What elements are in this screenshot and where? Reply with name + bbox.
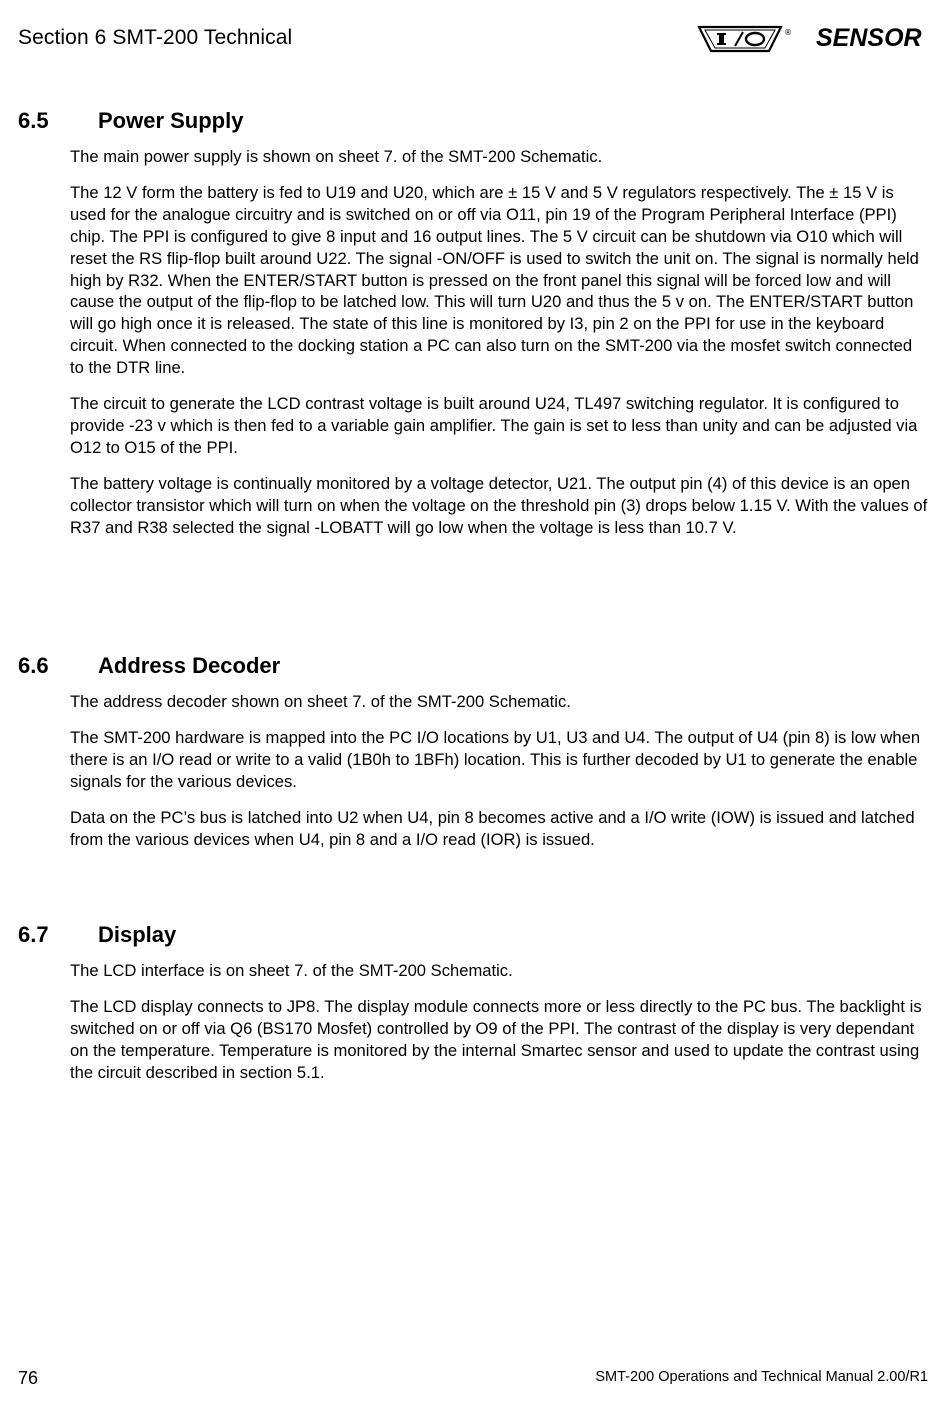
- paragraph: Data on the PC’s bus is latched into U2 when U4, pin 8 becomes active and a I/O write (IOW) is issued and latched from the various devices when U4, pin 8 and a I/O read (IOR) is issued.: [70, 807, 915, 849]
- section-body: [70, 146, 930, 553]
- section-title: Address Decoder: [98, 653, 281, 678]
- paragraph: The battery voltage is continually monitored by a voltage detector, U21. The output pin (4) of this device is an open collector transistor which will turn on when the voltage on the threshold pin (3) drops below 1.15 V. With the values of R37 and R38 selected the signal -LOBATT will go low when the voltage is less than 10.7 V.: [70, 473, 928, 537]
- paragraph: The address decoder shown on sheet 7. of the SMT-200 Schematic.: [70, 692, 571, 711]
- registered-mark: ®: [784, 28, 792, 37]
- paragraph: The circuit to generate the LCD contrast voltage is built around U24, TL497 switching regulator. It is configured to provide -23 v which is then fed to a variable gain amplifier. The gain is set to less than unity and can be adjusted via O12 to O15 of the PPI.: [70, 394, 918, 457]
- manual-title: SMT-200 Operations and Technical Manual 2.00/R1: [595, 1369, 928, 1385]
- section-body: [70, 691, 930, 864]
- brand-name: SENSOR: [816, 24, 922, 52]
- section-title: Display: [98, 922, 177, 947]
- section-number: 6.7: [18, 922, 49, 947]
- paragraph: The LCD display connects to JP8. The display module connects more or less directly to the PC bus. The backlight is switched on or off via Q6 (BS170 Mosfet) controlled by O9 of the PPI. The contrast of the display is very dependant on the temperature. Temperature is monitored by the internal Smartec sensor and used to update the contrast using the circuit described in section 5.1.: [70, 996, 922, 1082]
- section-title: Power Supply: [98, 108, 244, 133]
- paragraph: The SMT-200 hardware is mapped into the PC I/O locations by U1, U3 and U4. The output of U4 (pin 8) is low when there is an I/O read or write to a valid (1B0h to 1BFh) location. This is further decoded by U1 to generate the enable signals for the various devices.: [70, 727, 921, 791]
- section-number: 6.5: [18, 108, 49, 133]
- section-number: 6.6: [18, 653, 49, 678]
- section-body: [70, 960, 930, 1098]
- paragraph: The main power supply is shown on sheet 7. of the SMT-200 Schematic.: [70, 147, 603, 166]
- io-logo-icon: [697, 24, 793, 54]
- page-number: 76: [18, 1368, 39, 1388]
- header-title: Section 6 SMT-200 Technical: [18, 26, 293, 49]
- paragraph: The LCD interface is on sheet 7. of the SMT-200 Schematic.: [70, 961, 513, 980]
- paragraph: The 12 V form the battery is fed to U19 and U20, which are ± 15 V and 5 V regulators respectively. The ± 15 V is used for the analogue circuitry and is switched on or off via O11, pin 19 of the Program Peripheral Interface (PPI) chip. The PPI is configured to give 8 input and 16 output lines. The 5 V circuit can be shutdown via O10 which will reset the RS flip-flop built around U22. The signal -ON/OFF is used to switch the unit on. The signal is normally held high by R32. When the ENTER/START button is pressed on the front panel this signal will be forced low and will cause the output of the flip-flop to be latched low. This will turn U20 and thus the 5 v on. The ENTER/START button will go high once it is released. The state of this line is monitored by I3, pin 2 on the PPI for use in the keyboard circuit. When connected to the docking station a PC can also turn on the SMT-200 via the mosfet switch connected to the DTR line.: [70, 182, 919, 378]
